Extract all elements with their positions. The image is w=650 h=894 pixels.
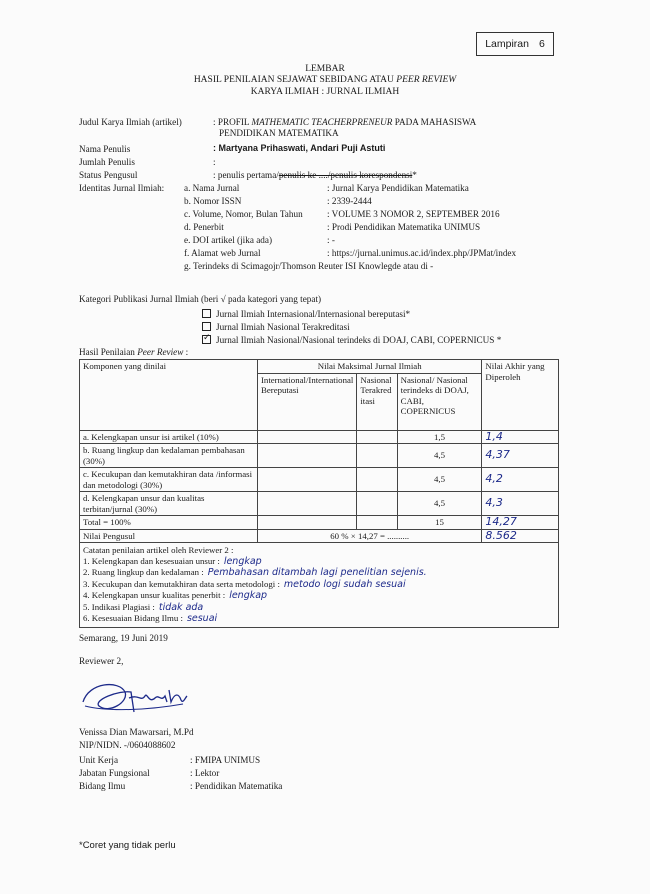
identitas-key: c. Volume, Nomor, Bulan Tahun (184, 209, 303, 219)
jabatan-value: : Lektor (190, 768, 220, 778)
identitas-value: : https://jurnal.unimus.ac.id/index.php/JPMat/index (327, 248, 517, 258)
identitas-value: : 2339-2444 (327, 196, 372, 206)
kategori-option-label: Jurnal Ilmiah Internasional/Internasional bereputasi* (216, 309, 411, 319)
catatan-item-note: lengkap (223, 555, 262, 567)
pengusul-label: Nilai Pengusul (80, 529, 258, 543)
catatan-item-note: sesuai (186, 613, 218, 624)
reviewer-label: Reviewer 2, (79, 656, 124, 666)
catatan-title: Catatan penilaian artikel oleh Reviewer 2 : (83, 545, 234, 555)
identitas-value: : Jurnal Karya Pendidikan Matematika (327, 183, 469, 193)
unit-value: : FMIPA UNIMUS (190, 755, 261, 765)
jabatan-label: Jabatan Fungsional (79, 768, 150, 778)
identitas-value: : - (327, 235, 335, 245)
table-cell-akhir: 4,3 (482, 492, 559, 516)
table-cell-nas-akr (357, 430, 397, 444)
total-max: 15 (397, 516, 482, 530)
place-date: Semarang, 19 Juni 2019 (79, 633, 168, 643)
identitas-key: g. Terindeks di Scimagojr/Thomson Reuter ISI Knowlegde atau di - (184, 261, 434, 271)
bidang-value: : Pendidikan Matematika (190, 781, 283, 791)
catatan-item-note: metodo logi sudah sesuai (283, 578, 406, 590)
kategori-option-label: Jurnal Ilmiah Nasional Terakreditasi (216, 322, 350, 332)
review-title: Hasil Penilaian Peer Review : (79, 347, 189, 357)
total-label: Total = 100% (80, 516, 258, 530)
table-cell-akhir: 4,2 (482, 468, 559, 492)
header-internasional: International/International Bereputasi (258, 373, 357, 430)
catatan-item-label: 4. Kelengkapan unsur kualitas penerbit : (83, 590, 226, 600)
catatan-item (83, 613, 555, 625)
identitas-value: : VOLUME 3 NOMOR 2, SEPTEMBER 2016 (327, 209, 500, 219)
identitas-value: : Prodi Pendidikan Matematika UNIMUS (327, 222, 481, 232)
status-value: : penulis pertama/penulis ke ..../penulis korespondensi* (213, 170, 417, 180)
table-cell-max: 4,5 (397, 492, 482, 516)
table-cell-nas-akr (357, 492, 397, 516)
header-line1: LEMBAR (305, 64, 345, 74)
pengusul-akhir: 8.562 (482, 529, 559, 543)
table-cell-komponen: a. Kelengkapan unsur isi artikel (10%) (80, 430, 258, 444)
lampiran-box (476, 32, 554, 56)
table-cell-intl (258, 468, 357, 492)
catatan-item-note: lengkap (229, 590, 268, 601)
table-cell-max: 4,5 (397, 468, 482, 492)
table-cell-intl (258, 430, 357, 444)
catatan-item (83, 579, 555, 591)
nama-label: Nama Penulis (79, 144, 131, 154)
table-cell-nas-akr (357, 468, 397, 492)
table-cell-komponen: b. Ruang lingkup dan kedalaman pembahasan (30%) (80, 444, 258, 468)
table-row (80, 468, 559, 492)
identitas-key: f. Alamat web Jurnal (184, 248, 261, 258)
judul-line2: PENDIDIKAN MATEMATIKA (219, 128, 339, 138)
header-komponen: Komponen yang dinilai (80, 360, 258, 431)
header-line3: KARYA ILMIAH : JURNAL ILMIAH (250, 87, 400, 97)
kategori-option-label: Jurnal Ilmiah Nasional/Nasional terindeks di DOAJ, CABI, COPERNICUS * (216, 335, 502, 345)
catatan-item (83, 590, 555, 602)
total-akhir: 14,27 (482, 516, 559, 530)
kategori-label: Kategori Publikasi Jurnal Ilmiah (beri √ pada kategori yang tepat) (79, 294, 322, 304)
table-cell-akhir: 4,37 (482, 444, 559, 468)
judul-value: : PROFIL MATHEMATIC TEACHERPRENEUR PADA MAHASISWA (213, 117, 477, 127)
checkbox-icon (202, 322, 211, 331)
header-nasional-terindeks: Nasional/ Nasional terindeks di DOAJ, CABI, COPERNICUS (397, 373, 482, 430)
catatan-item (83, 567, 555, 579)
table-cell-max: 4,5 (397, 444, 482, 468)
catatan-item-label: 2. Ruang lingkup dan kedalaman : (83, 567, 204, 577)
catatan-item-label: 1. Kelengkapan dan kesesuaian unsur : (83, 555, 220, 566)
catatan-item-note: tidak ada (158, 601, 204, 613)
table-row (80, 492, 559, 516)
jumlah-label: Jumlah Penulis (79, 157, 135, 167)
pengusul-formula: 60 % × 14,27 = .......... (258, 529, 482, 543)
lampiran-label: Lampiran (485, 38, 529, 50)
signature (79, 672, 189, 722)
header-line2: HASIL PENILAIAN SEJAWAT SEBIDANG ATAU PEER REVIEW (193, 75, 457, 85)
review-table (79, 359, 559, 628)
table-cell-intl (258, 444, 357, 468)
bidang-label: Bidang Ilmu (79, 781, 126, 791)
status-label: Status Pengusul (79, 170, 138, 180)
catatan-cell (80, 543, 559, 628)
kategori-option (202, 335, 501, 345)
kategori-option (202, 322, 350, 332)
nama-value: : Martyana Prihaswati, Andari Puji Astuti (213, 143, 386, 153)
catatan-item-note: Pembahasan ditambah lagi penelitian sejenis. (207, 567, 427, 578)
checkbox-icon (202, 335, 211, 344)
header-nilai-max: Nilai Maksimal Jurnal Ilmiah (258, 360, 482, 374)
table-cell-intl (258, 492, 357, 516)
table-cell-komponen: d. Kelengkapan unsur dan kualitas terbitan/jurnal (30%) (80, 492, 258, 516)
table-cell-akhir: 1,4 (482, 430, 559, 444)
catatan-item (83, 556, 555, 568)
judul-label: Judul Karya Ilmiah (artikel) (79, 117, 182, 127)
lampiran-number: 6 (538, 38, 545, 50)
unit-label: Unit Kerja (79, 755, 119, 765)
identitas-key: b. Nomor ISSN (184, 196, 242, 206)
identitas-key: a. Nama Jurnal (184, 183, 240, 193)
identitas-key: e. DOI artikel (jika ada) (184, 235, 273, 245)
catatan-item-label: 6. Kesesuaian Bidang Ilmu : (83, 613, 183, 623)
header-nilai-akhir: Nilai Akhir yang Diperoleh (482, 360, 559, 431)
jumlah-value: : (213, 157, 216, 167)
footnote: *Coret yang tidak perlu (79, 840, 176, 851)
table-cell-max: 1,5 (397, 430, 482, 444)
catatan-item-label: 3. Kecukupan dan kemutakhiran data serta metodologi : (83, 578, 280, 589)
table-cell-komponen: c. Kecukupan dan kemutakhiran data /informasi dan metodologi (30%) (80, 468, 258, 492)
table-row (80, 430, 559, 444)
identitas-label: Identitas Jurnal Ilmiah: (79, 183, 165, 193)
kategori-option (202, 309, 410, 319)
table-cell-nas-akr (357, 444, 397, 468)
table-row (80, 444, 559, 468)
reviewer-nip: NIP/NIDN. -/0604088602 (79, 740, 176, 750)
checkbox-icon (202, 309, 211, 318)
reviewer-name: Venissa Dian Mawarsari, M.Pd (79, 727, 194, 737)
catatan-item (83, 602, 555, 614)
identitas-key: d. Penerbit (184, 222, 224, 232)
header-nasional-akreditasi: Nasional Terakreditasi (357, 373, 397, 430)
catatan-item-label: 5. Indikasi Plagiasi : (83, 601, 155, 612)
